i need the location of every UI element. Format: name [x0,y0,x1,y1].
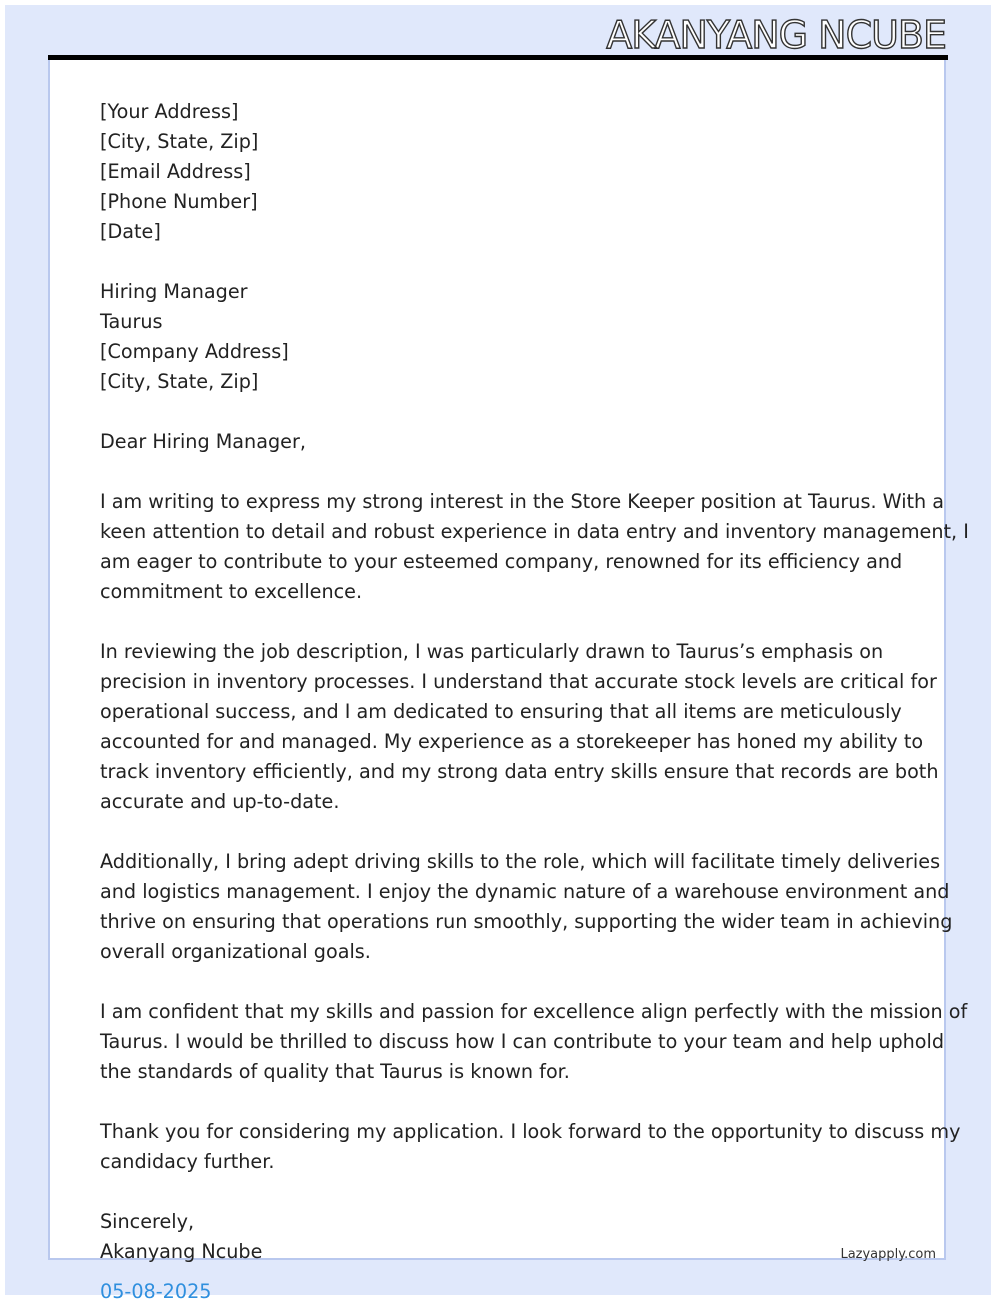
recipient-address: [Company Address] [100,340,289,363]
closing-block [100,1207,900,1300]
paragraph-thank-you [100,1117,961,1177]
paragraph-confidence [100,997,968,1087]
sender-block [100,97,900,247]
spacer [100,967,900,997]
paragraph-driving-skills [100,847,953,967]
paragraph-line: the standards of quality that Taurus is known for. [100,1060,570,1083]
sender-date: [Date] [100,220,161,243]
spacer [100,1087,900,1117]
paragraph-line: candidacy further. [100,1150,275,1173]
paragraph-line: keen attention to detail and robust experience in data entry and inventory management, I [100,520,969,543]
spacer [100,247,900,277]
valediction: Sincerely, [100,1210,195,1233]
cover-letter-body [100,97,969,1300]
salutation: Dear Hiring Manager, [100,430,306,453]
paragraph-line: operational success, and I am dedicated to ensuring that all items are meticulously [100,700,902,723]
sender-email: [Email Address] [100,160,251,183]
paragraph-line: I am writing to express my strong interest in the Store Keeper position at Taurus. With a [100,490,945,513]
paragraph-line: accounted for and managed. My experience as a storekeeper has honed my ability to [100,730,924,753]
letter-date: 05-08-2025 [100,1280,212,1300]
paragraph-line: am eager to contribute to your esteemed company, renowned for its efficiency and [100,550,903,573]
signature-name: Akanyang Ncube [100,1240,263,1263]
spacer [100,1267,900,1277]
paragraph-line: Thank you for considering my application. I look forward to the opportunity to discuss my [100,1120,961,1143]
spacer [100,397,900,427]
paragraph-line: Additionally, I bring adept driving skills to the role, which will facilitate timely deliveries [100,850,941,873]
paragraph-intro [100,487,969,607]
sender-address: [Your Address] [100,100,239,123]
paragraph-line: track inventory efficiently, and my strong data entry skills ensure that records are both [100,760,939,783]
spacer [100,817,900,847]
watermark-text: Lazyapply.com [840,1247,936,1262]
paragraph-line: and logistics management. I enjoy the dynamic nature of a warehouse environment and [100,880,950,903]
spacer [100,607,900,637]
paragraph-line: precision in inventory processes. I understand that accurate stock levels are critical for [100,670,937,693]
spacer [100,1177,900,1207]
paragraph-line: overall organizational goals. [100,940,371,963]
paragraph-job-description [100,637,939,817]
spacer [100,457,900,487]
paragraph-line: Taurus. I would be thrilled to discuss how I can contribute to your team and help uphold [100,1030,945,1053]
paragraph-line: commitment to excellence. [100,580,363,603]
paragraph-line: thrive on ensuring that operations run smoothly, supporting the wider team in achieving [100,910,953,933]
recipient-title: Hiring Manager [100,280,248,303]
recipient-block [100,277,900,397]
applicant-name-heading: AKANYANG NCUBE [606,13,946,57]
recipient-city-state-zip: [City, State, Zip] [100,370,259,393]
recipient-company: Taurus [100,310,163,333]
sender-phone: [Phone Number] [100,190,258,213]
sender-city-state-zip: [City, State, Zip] [100,130,259,153]
paragraph-line: I am confident that my skills and passion for excellence align perfectly with the mission of [100,1000,968,1023]
paragraph-line: accurate and up-to-date. [100,790,340,813]
paragraph-line: In reviewing the job description, I was particularly drawn to Taurus’s emphasis on [100,640,884,663]
